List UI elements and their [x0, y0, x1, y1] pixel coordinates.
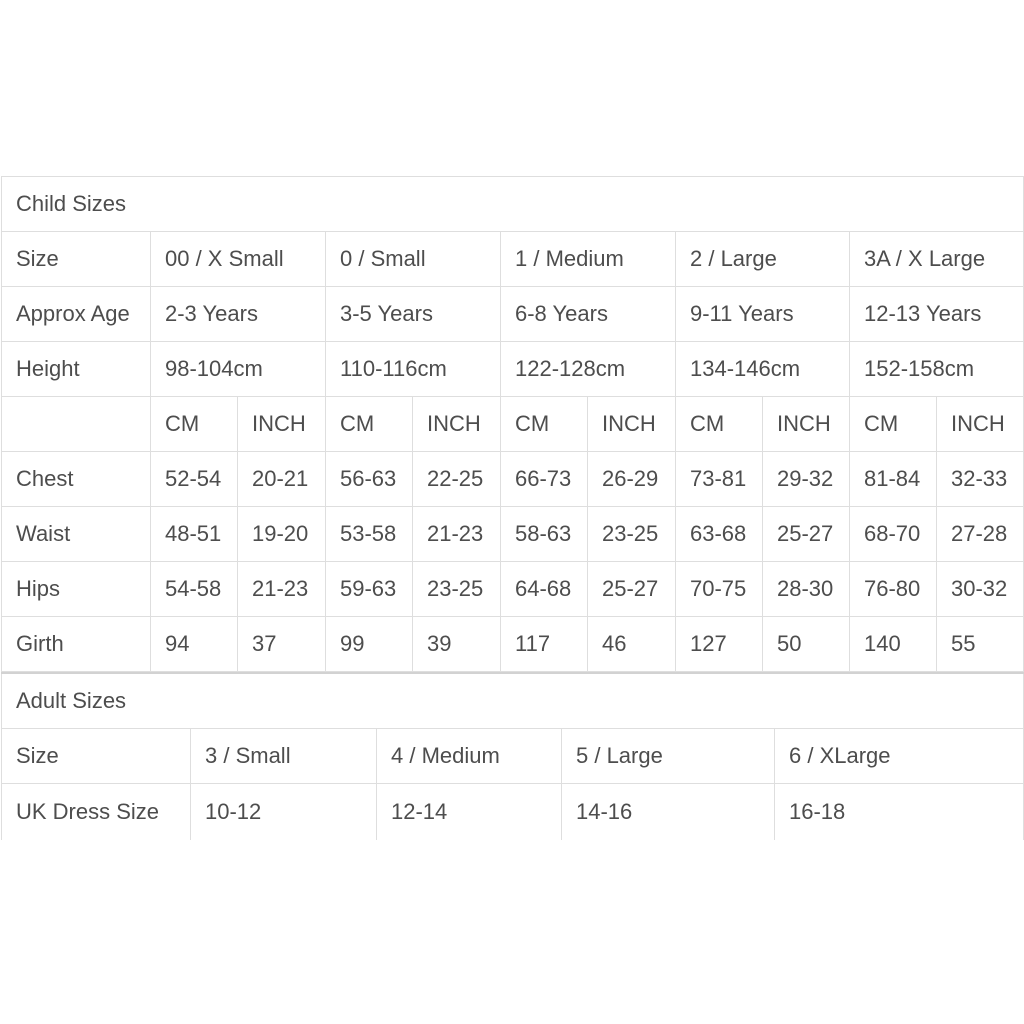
value-cell: 76-80: [850, 562, 937, 617]
age-cell: 3-5 Years: [326, 287, 501, 342]
value-cell: 21-23: [238, 562, 326, 617]
unit-inch: INCH: [937, 397, 1024, 452]
row-label: Size: [2, 232, 151, 287]
uk-size-cell: 16-18: [775, 784, 1024, 841]
value-cell: 23-25: [413, 562, 501, 617]
value-cell: 55: [937, 617, 1024, 672]
height-cell: 152-158cm: [850, 342, 1024, 397]
value-cell: 63-68: [676, 507, 763, 562]
value-cell: 58-63: [501, 507, 588, 562]
unit-inch: INCH: [238, 397, 326, 452]
value-cell: 73-81: [676, 452, 763, 507]
value-cell: 53-58: [326, 507, 413, 562]
adult-sizes-table: [1, 672, 1024, 840]
value-cell: 22-25: [413, 452, 501, 507]
size-cell: 0 / Small: [326, 232, 501, 287]
value-cell: 30-32: [937, 562, 1024, 617]
value-cell: 127: [676, 617, 763, 672]
child-sizes-title: Child Sizes: [2, 177, 1024, 232]
row-label: Height: [2, 342, 151, 397]
value-cell: 99: [326, 617, 413, 672]
uk-size-cell: 14-16: [562, 784, 775, 841]
unit-inch: INCH: [763, 397, 850, 452]
unit-cm: CM: [151, 397, 238, 452]
value-cell: 27-28: [937, 507, 1024, 562]
row-label: Hips: [2, 562, 151, 617]
height-cell: 110-116cm: [326, 342, 501, 397]
row-label: Chest: [2, 452, 151, 507]
size-cell: 3 / Small: [191, 729, 377, 784]
value-cell: 94: [151, 617, 238, 672]
row-label: UK Dress Size: [2, 784, 191, 841]
unit-cm: CM: [326, 397, 413, 452]
age-cell: 2-3 Years: [151, 287, 326, 342]
unit-cm: CM: [676, 397, 763, 452]
adult-sizes-title: Adult Sizes: [2, 673, 1024, 729]
value-cell: 28-30: [763, 562, 850, 617]
size-cell: 00 / X Small: [151, 232, 326, 287]
age-cell: 9-11 Years: [676, 287, 850, 342]
measurement-row-waist: [2, 507, 1024, 562]
value-cell: 46: [588, 617, 676, 672]
table-row: [2, 729, 1024, 784]
value-cell: 66-73: [501, 452, 588, 507]
age-cell: 12-13 Years: [850, 287, 1024, 342]
units-row: [2, 397, 1024, 452]
row-label: Size: [2, 729, 191, 784]
unit-cm: CM: [850, 397, 937, 452]
value-cell: 26-29: [588, 452, 676, 507]
child-sizes-table: [1, 176, 1024, 672]
height-cell: 134-146cm: [676, 342, 850, 397]
size-cell: 6 / XLarge: [775, 729, 1024, 784]
size-cell: 4 / Medium: [377, 729, 562, 784]
uk-size-cell: 12-14: [377, 784, 562, 841]
size-cell: 5 / Large: [562, 729, 775, 784]
value-cell: 39: [413, 617, 501, 672]
measurement-row-hips: [2, 562, 1024, 617]
value-cell: 117: [501, 617, 588, 672]
value-cell: 25-27: [763, 507, 850, 562]
value-cell: 68-70: [850, 507, 937, 562]
value-cell: 25-27: [588, 562, 676, 617]
value-cell: 50: [763, 617, 850, 672]
unit-cm: CM: [501, 397, 588, 452]
table-row: [2, 232, 1024, 287]
value-cell: 29-32: [763, 452, 850, 507]
size-cell: 2 / Large: [676, 232, 850, 287]
value-cell: 21-23: [413, 507, 501, 562]
height-cell: 98-104cm: [151, 342, 326, 397]
value-cell: 48-51: [151, 507, 238, 562]
value-cell: 23-25: [588, 507, 676, 562]
size-chart: [1, 176, 1023, 840]
value-cell: 52-54: [151, 452, 238, 507]
value-cell: 20-21: [238, 452, 326, 507]
size-cell: 3A / X Large: [850, 232, 1024, 287]
value-cell: 56-63: [326, 452, 413, 507]
value-cell: 32-33: [937, 452, 1024, 507]
age-cell: 6-8 Years: [501, 287, 676, 342]
table-row: [2, 784, 1024, 841]
uk-size-cell: 10-12: [191, 784, 377, 841]
measurement-row-girth: [2, 617, 1024, 672]
table-row: [2, 342, 1024, 397]
measurement-row-chest: [2, 452, 1024, 507]
value-cell: 140: [850, 617, 937, 672]
value-cell: 70-75: [676, 562, 763, 617]
value-cell: 59-63: [326, 562, 413, 617]
empty-cell: [2, 397, 151, 452]
value-cell: 81-84: [850, 452, 937, 507]
unit-inch: INCH: [588, 397, 676, 452]
row-label: Waist: [2, 507, 151, 562]
row-label: Girth: [2, 617, 151, 672]
value-cell: 19-20: [238, 507, 326, 562]
table-row: [2, 287, 1024, 342]
size-cell: 1 / Medium: [501, 232, 676, 287]
height-cell: 122-128cm: [501, 342, 676, 397]
value-cell: 54-58: [151, 562, 238, 617]
value-cell: 37: [238, 617, 326, 672]
unit-inch: INCH: [413, 397, 501, 452]
value-cell: 64-68: [501, 562, 588, 617]
row-label: Approx Age: [2, 287, 151, 342]
